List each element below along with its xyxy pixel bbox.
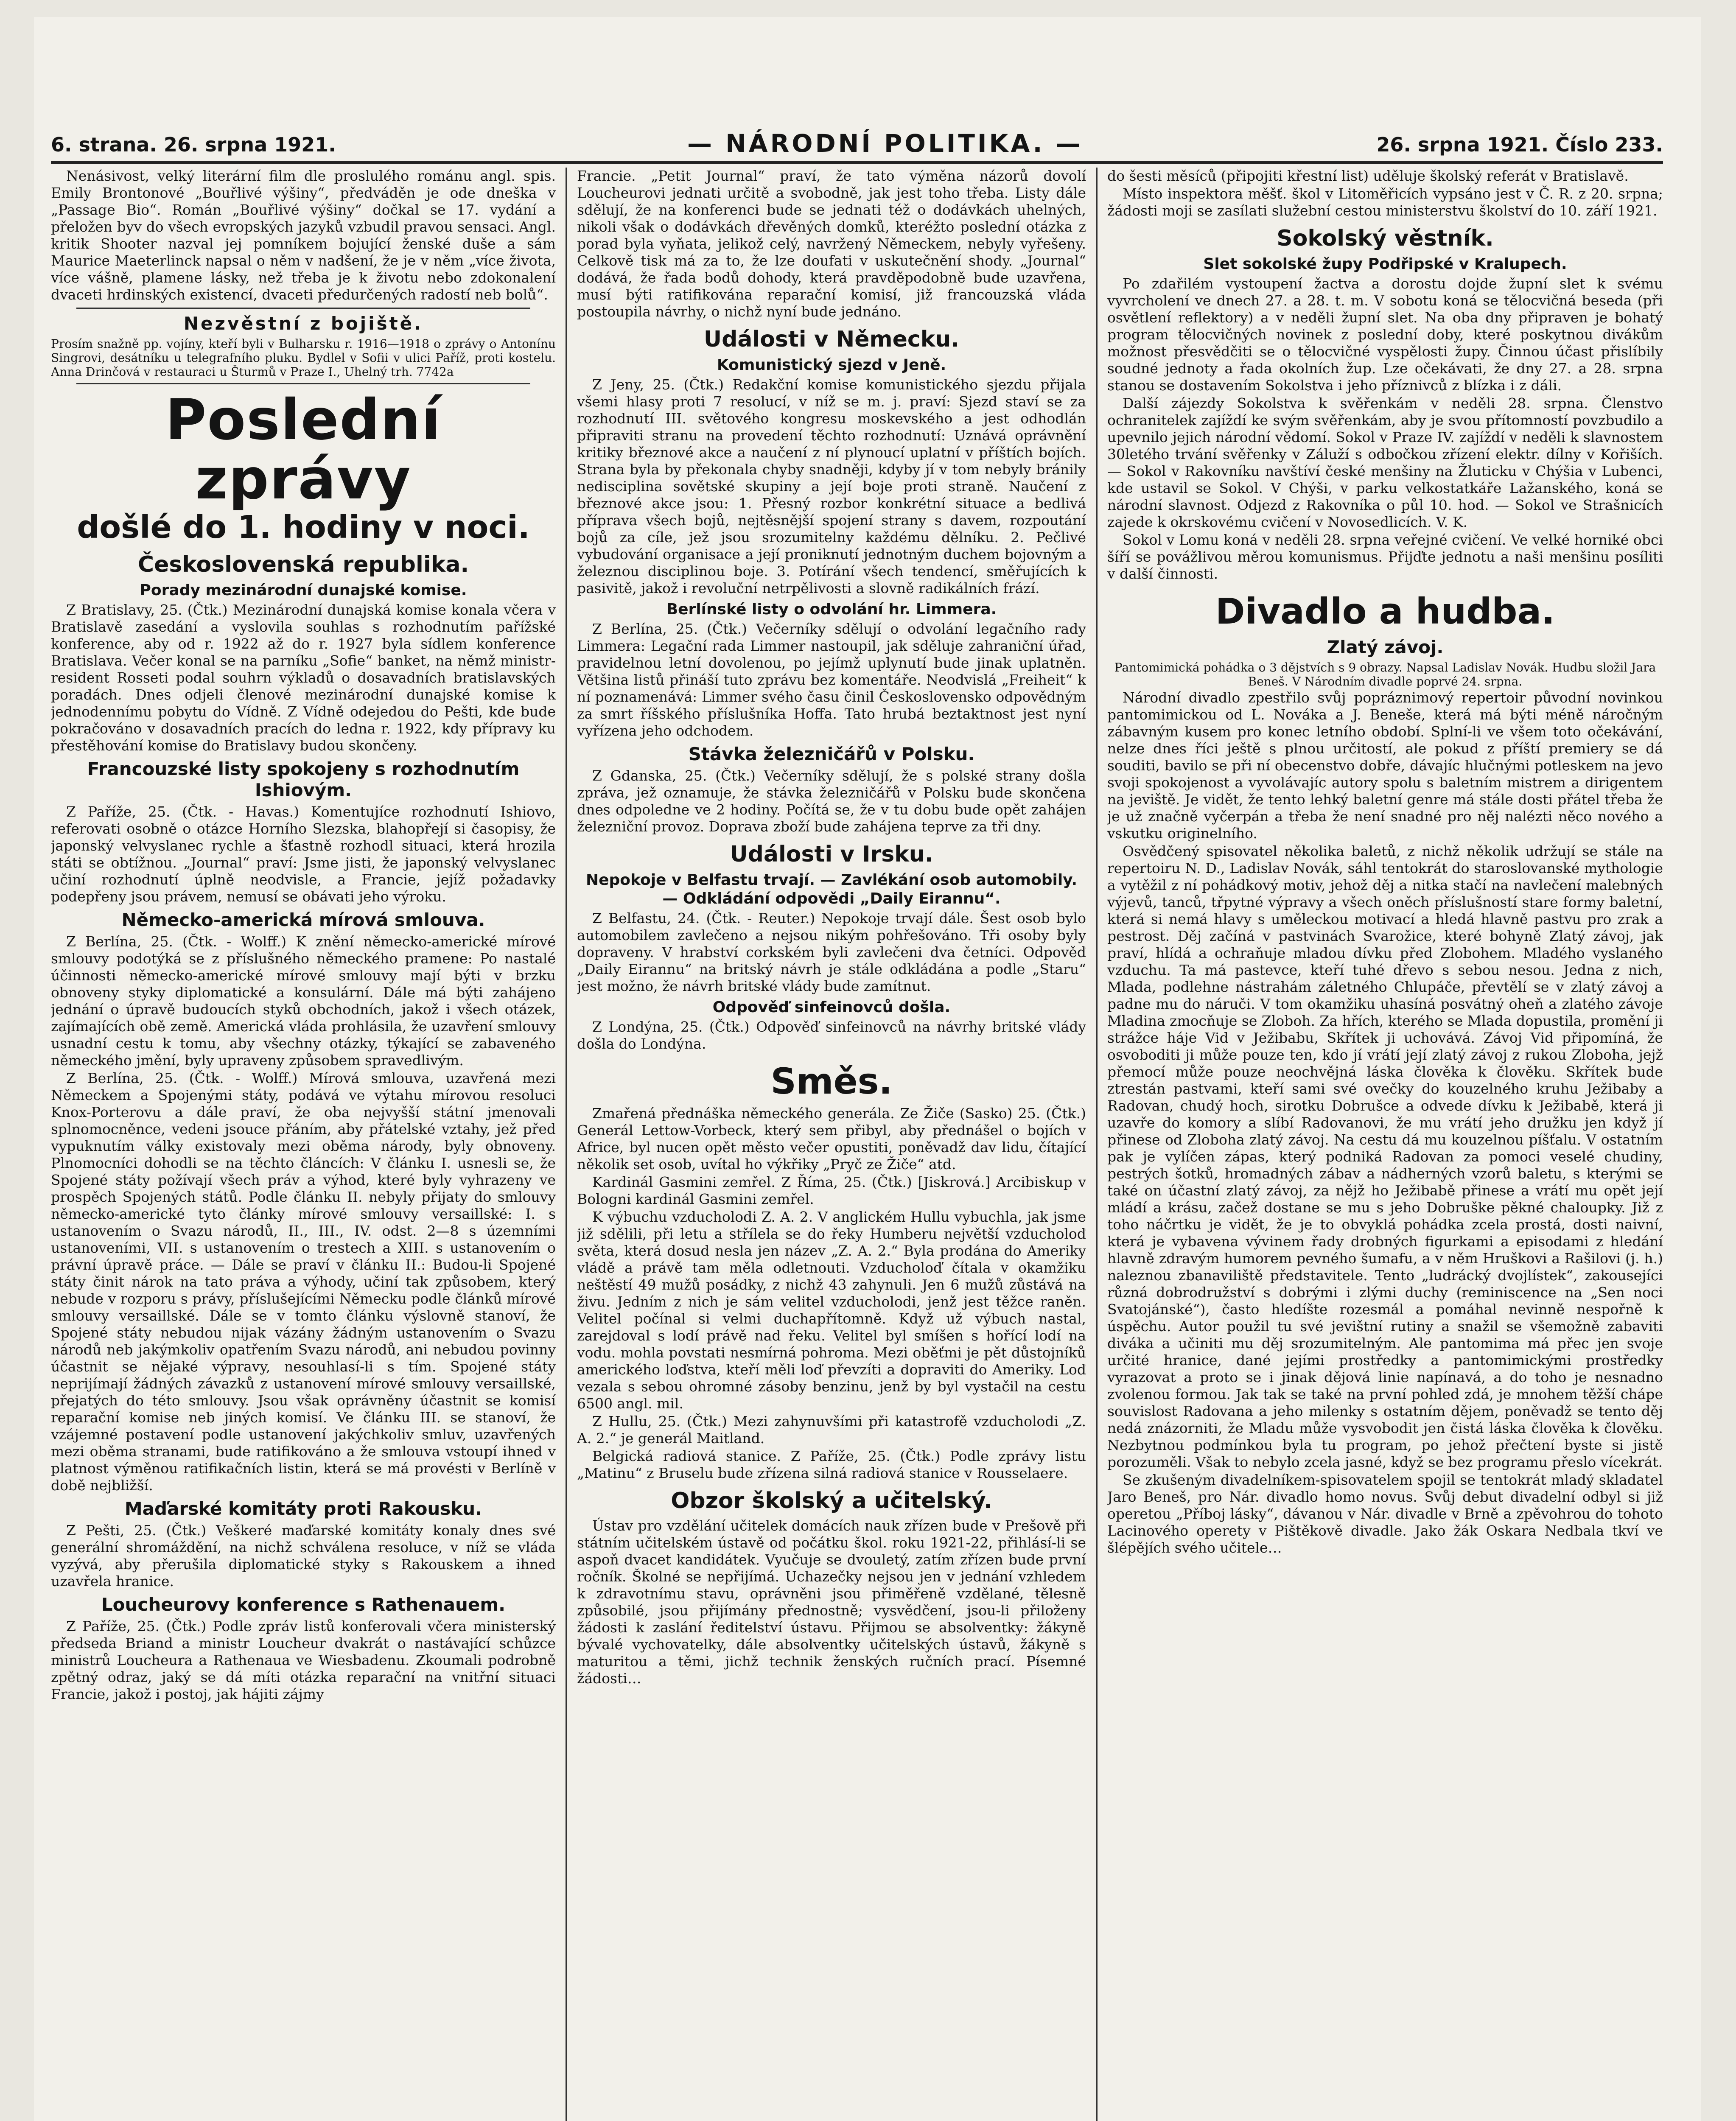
article-body: Z Paříže, 25. (Čtk. - Havas.) Komentujíce rozhodnutí Ishiovo, referovati osobně o otázce Horního Slezska, blahopřejí si časopisy, že japonský velvyslanec rychle a šťastně rozhodl situaci, která hrozila státi se obtížnou. „Journal“ praví: Jsme jisti, že japonský velvyslanec učiní rozhodnutí úplně neodvisle, a Francie, jejíž požadavky podepřeny jsou právem, nemusí se obávati jeho výroku. bbox=[51, 803, 556, 905]
notice-nezvestni: Prosím snažně pp. vojíny, kteří byli v Bulharsku r. 1916—1918 o zprávy o Antonínu Singrovi, desátníku u telegrafního pluku. Bydlel v Sofii v ulici Paříž, proti kostelu. Anna Drinčová v restauraci u Šturmů v Praze I., Uhelný trh. 7742a bbox=[51, 337, 556, 379]
article-body: Z Pešti, 25. (Čtk.) Veškeré maďarské komitáty konaly dnes své generální shromáždění, na nichž schválena resoluce, v níž se vláda vyzývá, aby přerušila diplomatické styky s Rakouskem a ihned uzavřela hranice. bbox=[51, 1522, 556, 1589]
section-heading-obzor: Obzor školský a učitelský. bbox=[671, 1488, 992, 1514]
banner-posledni-zpravy: Poslední zprávy bbox=[165, 387, 442, 512]
article-heading: Francouzské listy spokojeny s rozhodnutím Ishiovým. bbox=[87, 758, 520, 800]
column-rule bbox=[1096, 168, 1098, 2121]
article-body: Z Berlína, 25. (Čtk. - Wolff.) K znění německo-americké mírové smlouvy podotýká se z příslušného německého pramene: Po nastalé účinnosti německo-americké mírové smlouvy mají býti v brzku obnoveny styky diplomatické a konsulární. Dále má býti zahájeno jednání o úpravě budoucích styků obchodních, jakož i všech otázek, zajímajících obě země. Americká vláda prohlásila, že uzavření smlouvy usnadní cestu k tomu, aby všechny otázky, týkající se zabaveného německého jmění, byly upraveny způsobem spravedlivým. bbox=[51, 933, 556, 1069]
article-body: Z Jeny, 25. (Čtk.) Redakční komise komunistického sjezdu přijala všemi hlasy proti 7 resolucí, v níž se m. j. praví: Sjezd staví se za rozhodnutí III. světového kongresu moskevského a jest odhodlán připraviti stranu na provedení těchto rozhodnutí: Uznává oprávnění kritiky březnové akce a naučení z ní plynoucí uplatní v příštích bojích. Strana byla by překonala chyby snadněji, kdyby jí v tom nebyly bránily nedisciplina sovětské skupiny a její boje proti straně. Naučení z březnové akce jsou: 1. Přesný rozbor konkrétní situace a bedlivá příprava všech bojů, nejtěsnější spojení strany s davem, rozpoutání bojů za cíle, jež jsou srozumitelny každému dělníku. 2. Pečlivé vybudování organisace a její proniknutí jednotným duchem bojovným a železnou disciplinou boje. 3. Potírání všech tendencí, směřujících k pasivitě, jakož i revoluční netrpělivosti a slovně radikálních frází. bbox=[577, 376, 1086, 596]
column-3 bbox=[1107, 168, 1663, 2121]
article-body: Z Londýna, 25. (Čtk.) Odpověď sinfeinovců na návrhy britské vlády došla do Londýna. bbox=[577, 1019, 1086, 1052]
heading-nezvestni: Nezvěstní z bojiště. bbox=[183, 313, 423, 334]
article-body: Z Paříže, 25. (Čtk.) Podle zpráv listů konferovali včera ministerský předseda Briand a ministr Loucheur dvakrát o nastávající schůzce ministrů Loucheura a Rathenaua ve Wiesbadenu. Zkoumali podrobně zpětný odraz, jaký se dá míti otázka reparační na vnitřní situaci Francie, jakož i postoj, jak hájiti zájmy bbox=[51, 1618, 556, 1702]
article-body: Z Berlína, 25. (Čtk.) Večerníky sdělují o odvolání legačního rady Limmera: Legační rada Limmer nastoupil, jak sděluje zahraniční úřad, pravidelnou letní dovolenou, po jejímž uplynutí bude jinak uplatněn. Většina listů přináší tuto zprávu bez komentáře. Neodvislá „Freiheit“ k ní poznamenává: Limmer svého času činil Československo odpovědným za smrt říšského příslušníka Hoffa. Tato hrubá beztaktnost jest nyní vyřízena jeho odchodem. bbox=[577, 621, 1086, 739]
article-body: Z Bratislavy, 25. (Čtk.) Mezinárodní dunajská komise konala včera v Bratislavě zasedání a vyslovila souhlas s rozhodnutím pařížské konference, aby od r. 1922 až do r. 1927 byla sídlem konference Bratislava. Večer konal se na parníku „Sofie“ banket, na němž ministr-resident Rosseti podal souhrn výkladů o dosavadních bratislavských poradách. Dnes odjeli členové mezinárodní dunajské komise k jednodennímu pobytu do Vídně. Z Vídně odejedou do Pešti, kde bude pokračováno v dosavadních pracích do ledna r. 1922, kdy přípravy ku přestěhování komise do Bratislavy budou skončeny. bbox=[51, 602, 556, 754]
column-2 bbox=[577, 168, 1086, 2121]
article-body: Z Hullu, 25. (Čtk.) Mezi zahynuvšími při katastrofě vzducholodi „Z. A. 2.“ je generál Maitland. bbox=[577, 1413, 1086, 1447]
section-heading-divadlo: Divadlo a hudba. bbox=[1215, 590, 1555, 632]
article-body: Z Gdanska, 25. (Čtk.) Večerníky sdělují, že s polské strany došla zpráva, jež oznamuje, že stávka železničářů v Polsku bude skončena dnes odpoledne ve 2 hodiny. Počítá se, že v tu dobu bude opět zahájen železniční provoz. Doprava zboží bude zahájena teprve za tři dny. bbox=[577, 767, 1086, 835]
divider bbox=[76, 383, 530, 384]
article-nenasivost: Nenásivost, velký literární film dle proslulého románu angl. spis. Emily Brontonové „Bouřlivé výšiny“, předváděn je ode dneška v „Passage Bio“. Román „Bouřlivé výšiny“ dočkal se 17. vydání a přeložen byv do všech evropských jazyků vzbudil pravou sensaci. Angl. kritik Shooter nazval jej pomníkem bojující ženské duše a sám Maurice Maeterlinck napsal o něm v nadšení, že je v něm „více života, více vášně, plamene lásky, než třeba je k životu nebo zdokonalení dvaceti hrdinských existencí, dvaceti předurčených radostí neb bolů“. bbox=[51, 168, 556, 303]
article-heading: Maďarské komitáty proti Rakousku. bbox=[124, 1498, 482, 1519]
header-issue-number: 26. srpna 1921. Číslo 233. bbox=[1376, 133, 1663, 156]
section-heading: Události v Irsku. bbox=[730, 842, 933, 867]
article-body: K výbuchu vzducholodi Z. A. 2. V anglickém Hullu vybuchla, jak jsme již sdělili, při letu a střílela se do řeky Humberu největší vzducholoď světa, která dosud nesla jen název „Z. A. 2.“ Byla prodána do Ameriky vládě a právě tam měla odletnouti. Vzducholoď čítala v okamžiku neštěstí 49 mužů posádky, z nichž 43 zahynuli. Jen 6 mužů zůstává na živu. Jedním z nich je sám velitel vzducholodi, jenž jest těžce raněn. Velitel počínal si velmi duchapřítomně. Když už výbuch nastal, zarejdoval s lodí právě nad řeku. Velitel byl smíšen s hořící lodí na vodu. mohla povstati nesmírná pohroma. Mezi oběťmi je pět důstojníků amerického loďstva, kteří měli loď převzíti a dopraviti do Ameriky. Loď vezala s sebou ohromné zásoby benzinu, jenž by byl vystačil na cestu 6500 angl. mil. bbox=[577, 1209, 1086, 1412]
section-heading-csr: Československá republika. bbox=[137, 552, 469, 577]
article-body: Kardinál Gasmini zemřel. Z Říma, 25. (Čtk.) [Jiskrová.] Arcibiskup v Bologni kardinál Gasmini zemřel. bbox=[577, 1174, 1086, 1207]
article-body: Z Berlína, 25. (Čtk. - Wolff.) Mírová smlouva, uzavřená mezi Německem a Spojenými státy, podává ve výtahu mírovou resoluci Knox-Porterovu a dále praví, že oba nejvyšší státní jmenovali splnomocněnce, vedeni jsouce přáním, aby přátelské vztahy, jež před vypuknutím války existovaly mezi oběma národy, byly obnoveny. Plnomocníci dohodli se na těchto článcích: V článku I. usnesli se, že Spojené státy požívají všech práv a výhod, které byly vyhrazeny ve prospěch Spojených států. Podle článku II. nebyly přijaty do smlouvy německo-americké tyto články mírové smlouvy versaillské: I. s ustanovením o Svazu národů, II., III., IV. odst. 2—8 s územními ustanoveními, VII. s ustanovením o trestech a XIII. s ustanovením o právní úpravě práce. — Dále se praví v článku II.: Budou-li Spojené státy činit nárok na tato práva a výhody, učiní tak způsobem, který nebude v rozporu s právy, příslušejícími Německu podle článků mírové smlouvy versaillské. Dále se v tomto článku výslovně stanoví, že Spojené státy nebudou nijak vázány žádným ustanovením o Svazu národů neb jakýmkoliv opatřením Svazu národů, ani nebudou povinny účastnit se nějaké výpravy, nesouhlasí-li s tím. Spojené státy neprijímají žádných závazků z ustanovení mírové smlouvy versaillské, přejatých do této smlouvy. Jsou však oprávněny účastnit se komisí reparační komise neb jiných komisí. Ve článku III. se stanoví, že vzájemné postavení podle ustanovení jakýchkoliv smluv, uzavřených mezi oběma stranami, bude ratifikováno a že smlouva vstoupí ihned v platnost výměnou ratifikačních listin, která se má provésti v Berlíně v době nejbližší. bbox=[51, 1070, 556, 1494]
article-body: Francie. „Petit Journal“ praví, že tato výměna názorů dovolí Loucheurovi jednati určitě a svobodně, jak jest toho třeba. Listy dále sdělují, že na konferenci bude se jednati též o dodávkách uhelných, nikoli však o dodávkách dřevěných domků, kteréžto poslední otázka z porad byla vyňata, jelikož celý, navržený Německem, nebyly vyřešeny. Celkově tisk má za to, že lze doufati v uskutečnění shody. „Journal“ dodává, že řada bodů dohody, která pravděpodobně bude uzavřena, musí býti ratifikována reparační komisí, již francouzská vláda postoupila návrhy, o nichž nyní bude jednáno. bbox=[577, 168, 1086, 320]
banner-subtitle: došlé do 1. hodiny v noci. bbox=[77, 509, 530, 546]
section-heading-smes: Směs. bbox=[770, 1060, 893, 1102]
header-page-date: 6. strana. 26. srpna 1921. bbox=[51, 133, 336, 156]
article-heading: Porady mezinárodní dunajské komise. bbox=[140, 582, 467, 599]
article-body: Sokol v Lomu koná v neděli 28. srpna veřejné cvičení. Ve velké horniké obci šíří se povážlivou měrou komunismus. Přijďte jednotu a naši menšinu posíliti v další činnosti. bbox=[1107, 532, 1663, 582]
running-header bbox=[51, 127, 1663, 164]
article-body: Osvědčený spisovatel několika baletů, z nichž několik udržují se stále na repertoiru N. D., Ladislav Novák, sáhl tentokrát do staroslovanské mythologie a vytěžil z ní pohádkový motiv, jehož děj a nitka stačí na navlečení malebných výjevů, tanců, třpytné výpravy a všech oněch příslušností stare formy baletní, která si nemá hlavy s uměleckou motivací a hledá hlavně pastvu pro zrak a pestrost. Děj začíná v pastvinách Svarožice, které bohyně Zlatý závoj, jak praví, hlídá a ochraňuje mladou dívku před Zlobohem. Mladého vyslaného vzduchu. Ta má pastevce, kteří tuhé dřevo s sebou nesou. Jedna z nich, Mlada, podlehne nástrahám záletného Chlupáče, převtělí se v zlatý závoj a padne mu do náruči. V tom okamžiku uhasíná posvátný oheň a zlatého závoje Mladina zmocňuje se Zloboh. Za hřích, kterého se Mlada dopustila, promění ji strážce háje Vid v Ježibabu, Skřítek ji uchovává. Závoj Vid připomíná, že osvoboditi ji může pouze ten, kdo jí vrátí její zlatý závoj z rukou Zloboha, jejž přemocí může pouze neochvějná láska člověka k člověku. Skřítek bude ztrestán pastvami, kteří sami své ovečky do kouzelného kruhu Ježibaby a Radovan, chudý hoch, sirotku Dobrušce a odvede dívku k Ježibabě, která ji uzavře do komory a slíbí Radovanovi, že mu vrátí jeho družku jen když jí přinese od Zloboha zlatý závoj. Na cestu dá mu kouzelnou píšťalu. V ostatním pak je vylíčen zápas, který podniká Radovan za pomoci veselé chudiny, pestrých šotků, hromadných zábav a nádherných vzorů baletu, s kterými se také on účastní zlatý závoj, za nějž ho Ježibabě přinese a vrátí mu opět její mládí a krásu, začež dostane se mu s jeho Dobruške pěkné chaloupky. Již z toho náčrtku je vidět, že je to obvyklá pohádka zcela prostá, dosti naivní, která je vybavena vývinem řady drobných figurkami a episodami z hledání hlavně zdravým humorem pevného šumafu, a v něm Hruškovi a Rašilovi (j. h.) naleznou zbanaviliště představitele. Tento „ludrácký dvojlístek“, zakousejíci různá dobrodružství s dobrými i zlými duchy (reminiscence na „Sen noci Svatojánské“), často hledíšte rozesmál a pomáhal nevinně nespořně k úspěchu. Autor použil tu své jevištní rutiny a snažil se všemožně zabaviti diváka a učiniti mu děj srozumitelným. Ale pantomima má přec jen svoje určité hranice, dané jejími prostředky a pantomimickými prostředky vyrazovat a proto se i jinak dějová linie napínavá, a do toho je nesnadno zvolenou formou. Jak tak se také na první pohled zdá, je mnohem těžší chápe souvislost Radovana a jeho milenky s ostatním dějem, poněvadž se tento děj nedá znázorniti, že Mladu může vysvobodit jen čistá láska člověka k člověku. Nezbytnou podmínkou byla tu program, po jehož přečtení byste si jistě porozuměli. Však to nebylo zcela jasné, když se bez programu přeslo vícekrát. bbox=[1107, 843, 1663, 1470]
article-body: Z Belfastu, 24. (Čtk. - Reuter.) Nepokoje trvají dále. Šest osob bylo automobilem zavlečeno a nejsou nikým pohřešováno. Tři osoby byly dopraveny. V hrabství corkském byli zavlečeni dva četníci. Odpověď „Daily Eirannu“ na britský návrh je stále odkládána a podle „Staru“ jest možno, že návrh britské vlády bude zamítnut. bbox=[577, 910, 1086, 994]
divider bbox=[76, 308, 530, 309]
article-body: do šesti měsíců (připojiti křestní list) uděluje školský referát v Bratislavě. bbox=[1107, 168, 1629, 184]
article-heading: Loucheurovy konference s Rathenauem. bbox=[101, 1594, 506, 1615]
article-heading: Zlatý závoj. bbox=[1327, 637, 1444, 658]
article-body: Se zkušeným divadelníkem-spisovatelem spojil se tentokrát mladý skladatel Jaro Beneš, pro Nár. divadlo homo novus. Svůj debut divadelní odbyl si již operetou „Příboj lásky“, dávanou v Nár. divadle v Brně a zpěvohrou do tohoto Lacinového operety v Pištěkově divadle. Jako žák Oskara Nedbala tkví ve šlépějích svého učitele… bbox=[1107, 1472, 1663, 1556]
article-heading: Stávka železničářů v Polsku. bbox=[688, 744, 975, 764]
section-heading: Události v Německu. bbox=[703, 327, 960, 352]
article-subtitle: Pantomimická pohádka o 3 dějstvích s 9 obrazy. Napsal Ladislav Novák. Hudbu složil Jara Beneš. V Národním divadle poprvé 24. srpna. bbox=[1114, 660, 1656, 688]
article-body: Ústav pro vzdělání učitelek domácích nauk zřízen bude v Prešově při státním učitelském ústavě od počátku škol. roku 1921-22, přihlásí-li se aspoň dvacet kandidátek. Vyučuje se dvouletý, zatím zřízen bude první ročník. Školné se nepřijímá. Uchazečky nejsou jen v jednání vzhledem k zdravotnímu stavu, oprávněni jsou přiměřeně vzdělané, tělesně způsobilé, jsou přijímány přednostně; vysvědčení, jsou-li přiloženy žádosti k zaslání ředitelství ústavu. Přijmou se absolventky: žákyně bývalé vychovatelky, dále absolventky učitelských ústavů, žákyně s maturitou a těmi, jichž technik ženských ručních prací. Písemné žádosti… bbox=[577, 1517, 1086, 1687]
section-heading-sokolsky: Sokolský věstník. bbox=[1277, 226, 1494, 251]
column-rule bbox=[566, 168, 567, 2121]
article-heading: Berlínské listy o odvolání hr. Limmera. bbox=[666, 601, 997, 618]
article-heading: Komunistický sjezd v Jeně. bbox=[717, 356, 946, 374]
column-1 bbox=[51, 168, 556, 2121]
article-body: Další zájezdy Sokolstva k svěřenkám v neděli 28. srpna. Členstvo ochranitelek zajíždí ke svým svěřenkám, aby je svou přítomností povzbudilo a upevnilo jejich národní vědomí. Sokol v Praze IV. zajíždí v neděli k slavnostem 30letého trvání svěřenky v Záluží s odbočkou zřízení elektr. dílny v Kořiších. — Sokol v Rakovníku navštíví české menšiny na Žluticku v Chýšia v Lubenci, kde ustavil se Sokol. V Chýši, v parku velkostatkáře Lažanského, koná se národní slavnost. Odjezd z Rakovníka o půl 10. hod. — Sokol ve Strašnicích zajede k okrskovému cvičení v Novosedlicích. V. K. bbox=[1107, 395, 1663, 530]
article-heading: Odpověď sinfeinovců došla. bbox=[712, 999, 951, 1016]
article-body: Po zdařilém vystoupení žactva a dorostu dojde župní slet k svému vyvrcholení ve dnech 27. a 28. t. m. V sobotu koná se tělocvičná beseda (při osvětlení reflektory) a v neděli župní slet. Na oba dny připraven je bohatý program tělocvičných novinek z poslední doby, které poskytnou divákům možnost přesvědčiti se o tělocvičné vyspělosti župy. Činnou účast přislíbily soudné jednoty a řada okolních žup. Lze očekávati, že dny 27. a 28. srpna stanou se dostavením Sokolstva i jeho příznivců z blízka i z dáli. bbox=[1107, 275, 1663, 394]
header-masthead: — NÁRODNÍ POLITIKA. — bbox=[687, 129, 1083, 158]
article-heading: Nepokoje v Belfastu trvají. — Zavlékání osob automobily. — Odkládání odpovědi „Daily Eirannu“. bbox=[585, 871, 1078, 907]
article-heading: Slet sokolské župy Podřipské v Kralupech. bbox=[1203, 255, 1567, 273]
article-body: Místo inspektora měšť. škol v Litoměřicích vypsáno jest v Č. R. z 20. srpna; žádosti moji se zasílati služební cestou ministerstvu školství do 10. září 1921. bbox=[1107, 185, 1663, 219]
article-body: Belgická radiová stanice. Z Paříže, 25. (Čtk.) Podle zprávy listu „Matinu“ z Bruselu bude zřízena silná radiová stanice v Rousselaere. bbox=[577, 1448, 1086, 1481]
article-body: Zmařená přednáška německého generála. Ze Žiče (Sasko) 25. (Čtk.) Generál Lettow-Vorbeck, který sem přibyl, aby přednášel o bojích v Africe, byl nucen opět město večer opustiti, poněvadž dav lidu, čítající několik set osob, uvítal ho výkřiky „Pryč ze Žiče“ atd. bbox=[577, 1105, 1086, 1172]
article-body: Národní divadlo zpestřilo svůj popráznimový repertoir původní novinkou pantomimickou od L. Nováka a J. Beneše, která má býti méně náročným zábavným kusem pro konec letního období. Splní-li ve všem toto očekávání, nelze dnes říci ještě s plnou určitostí, ale pokud z příští premiery se dá souditi, bavilo se při ní obecenstvo dobře, dávajíc hlučnými potleskem na jevo svoji spokojenost a vyvolávajíc autory spolu s baletním mistrem a dirigentem na jeviště. Je vidět, že tento lehký baletní genre má stále dosti přátel třeba že je už značně vyčerpán a třeba že není snadné pro něj nalézti něco nového a vskutku originelního. bbox=[1107, 689, 1663, 842]
article-heading: Německo-americká mírová smlouva. bbox=[121, 909, 485, 930]
